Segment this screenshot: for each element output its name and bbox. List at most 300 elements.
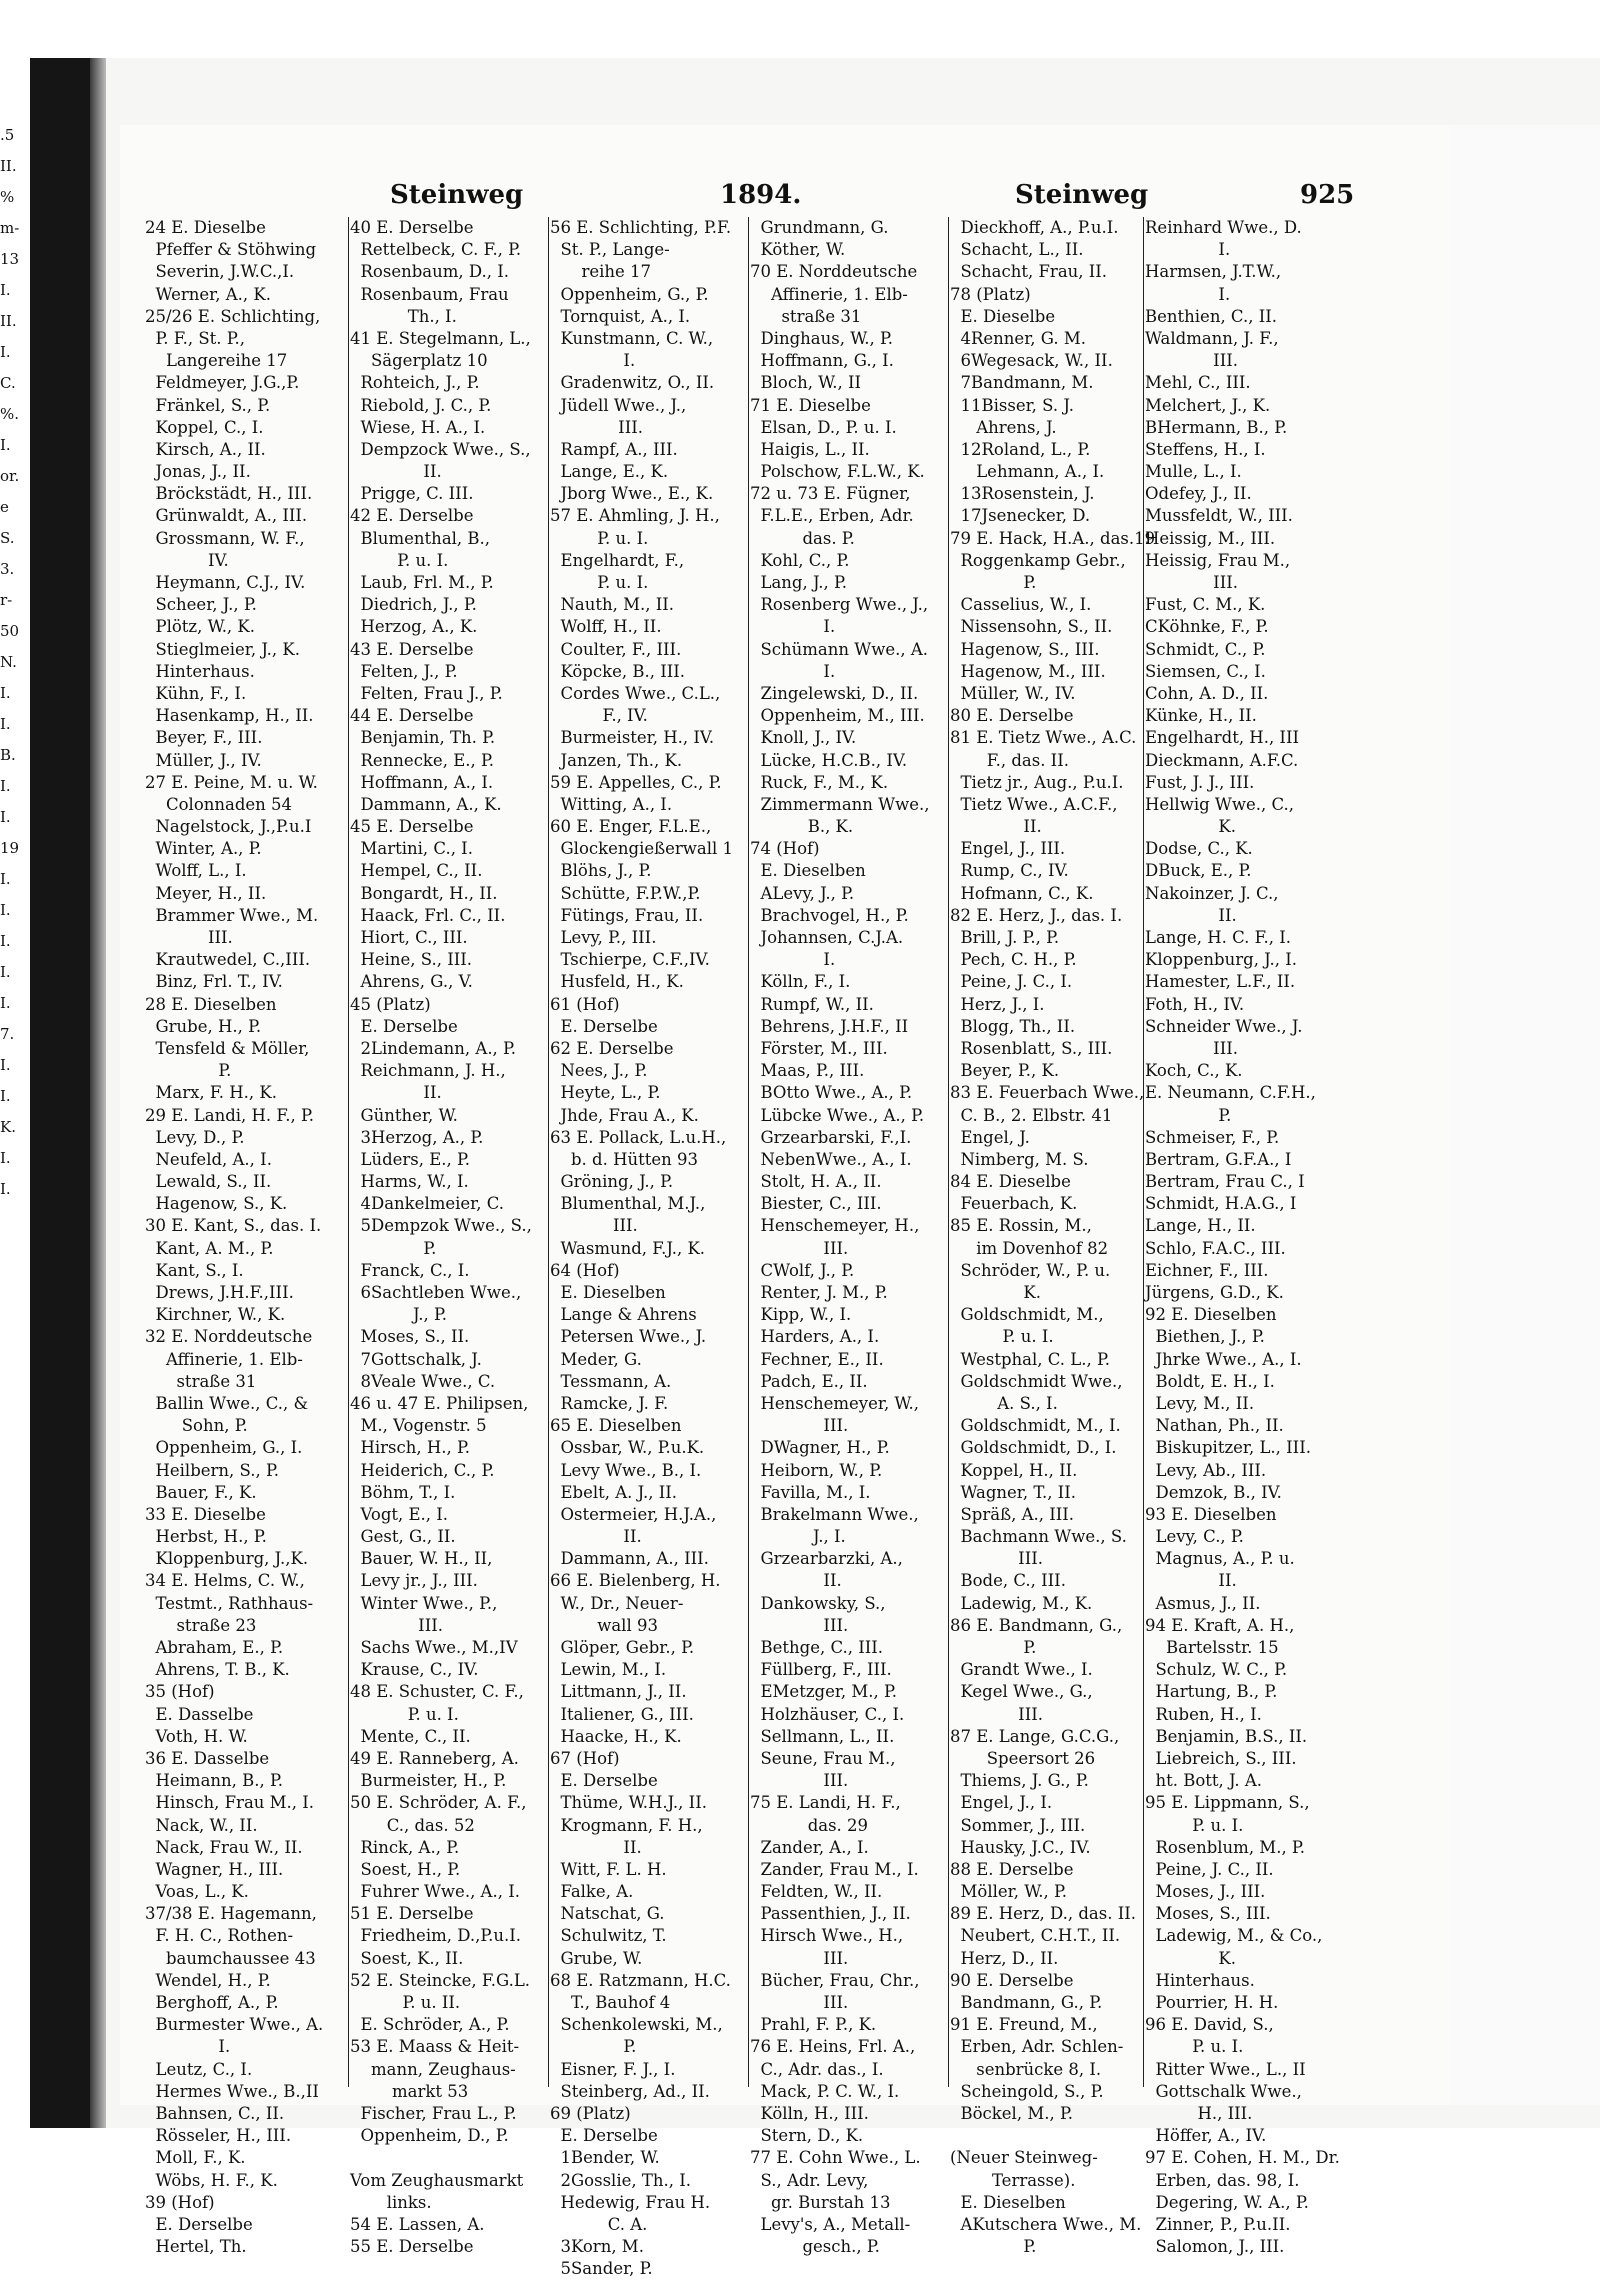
directory-line: III. [750,1416,849,1436]
directory-line: Schmeiser, F., P. [1145,1127,1280,1147]
directory-line: Thiems, J. G., P. [950,1771,1089,1791]
directory-line: Kloppenburg, J., I. [1145,950,1298,970]
directory-line: E. Schröder, A., P. [350,2015,510,2035]
directory-line: 33 E. Dieselbe [145,1504,266,1524]
directory-line: Hirsch Wwe., H., [750,1926,904,1946]
directory-line: Fechner, E., II. [750,1349,884,1369]
directory-line: straße 23 [145,1615,257,1635]
directory-line: 86 E. Bandmann, G., [950,1615,1123,1635]
directory-line: Ebelt, A. J., II. [550,1482,678,1502]
directory-line: 32 E. Norddeutsche [145,1327,313,1347]
directory-line: Lange, H., II. [1145,1216,1256,1236]
directory-line: 43 E. Derselbe [350,639,474,659]
directory-line: Affinerie, 1. Elb- [145,1349,303,1369]
directory-line: Hausky, J.C., IV. [950,1837,1091,1857]
directory-line: Rennecke, E., P. [350,750,494,770]
directory-line: Boldt, E. H., I. [1145,1371,1275,1391]
directory-line: Abraham, E., P. [145,1638,284,1657]
margin-fragment: %. [0,405,20,423]
directory-line: Jhde, Frau A., K. [550,1105,699,1125]
directory-line: Grube, W. [550,1948,643,1968]
directory-line: 92 E. Dieselben [1145,1305,1277,1325]
directory-line: 17Jsenecker, D. [950,506,1091,526]
directory-line: Ballin Wwe., C., & [145,1393,309,1413]
directory-line: Feuerbach, K. [950,1194,1078,1214]
directory-line: Fuhrer Wwe., A., I. [350,1882,520,1902]
directory-line: Benthien, C., II. [1145,306,1277,326]
directory-line: Rettelbeck, C. F., P. [350,240,522,260]
margin-fragment: % [0,188,15,206]
directory-line: 41 E. Stegelmann, L., [350,328,531,348]
directory-line: 55 E. Derselbe [350,2237,474,2257]
directory-line: Felten, Frau J., P. [350,683,503,703]
directory-line: Bertram, Frau C., I [1145,1172,1305,1192]
directory-line: Hermes Wwe., B.,II [145,2081,319,2101]
directory-line: Wolff, H., II. [550,617,662,637]
directory-line: P. u. I. [350,1704,459,1724]
directory-line: 54 E. Lassen, A. [350,2214,485,2234]
directory-line: Ostermeier, H.J.A., [550,1504,717,1524]
directory-line: Moses, S., III. [1145,1904,1271,1924]
directory-line: II. [950,817,1042,837]
directory-line: 5Dempzok Wwe., S., [350,1216,532,1236]
directory-line: Schulwitz, T. [550,1926,667,1946]
directory-line: 97 E. Cohen, H. M., Dr. [1145,2148,1340,2168]
directory-line: Goldschmidt, D., I. [950,1438,1117,1458]
directory-line: Blumenthal, M.J., [550,1194,706,1214]
directory-line: das. P. [750,528,855,548]
directory-line: Koch, C., K. [1145,1061,1243,1081]
directory-line: Binz, Frl. T., IV. [145,972,283,992]
directory-line: Krause, C., IV. [350,1660,479,1680]
directory-line: Dodse, C., K. [1145,839,1253,859]
directory-line: Passenthien, J., II. [750,1904,911,1924]
directory-line: Witting, A., I. [550,794,673,814]
directory-line: Hinterhaus. [1145,1970,1255,1990]
directory-line: 2Lindemann, A., P. [350,1038,517,1058]
directory-line: Meyer, H., II. [145,883,267,903]
directory-line: Oppenheim, M., III. [750,706,925,726]
directory-line: Bachmann Wwe., S. [950,1527,1127,1547]
directory-line: Nimberg, M. S. [950,1149,1089,1169]
directory-line: P. [1145,1105,1232,1125]
directory-line: 90 E. Derselbe [950,1970,1074,1990]
margin-fragment: I. [0,994,11,1012]
directory-line: Seune, Frau M., [750,1748,896,1768]
directory-line: B., K. [750,817,854,837]
margin-fragment: I. [0,808,11,826]
directory-line: Oppenheim, D., P. [350,2126,509,2146]
margin-fragment: B. [0,746,16,764]
directory-line: Hiort, C., III. [350,928,468,947]
directory-line: 24 E. Dieselbe [145,218,266,237]
directory-line: Voth, H. W. [145,1726,248,1746]
directory-line: Ruben, H., I. [1145,1704,1262,1724]
directory-line: P. [950,1638,1037,1657]
directory-line: Levy's, A., Metall- [750,2214,911,2234]
directory-line: Schacht, L., II. [950,240,1084,260]
directory-line: Grünwaldt, A., III. [145,506,308,526]
book-binding-edge [30,58,90,2128]
directory-line: 59 E. Appelles, C., P. [550,772,722,792]
directory-line: C., das. 52 [350,1815,475,1835]
directory-line: Vom Zeughausmarkt [350,2170,524,2190]
directory-line: Jüdell Wwe., J., [550,395,687,415]
directory-line: 81 E. Tietz Wwe., A.C. [950,728,1137,748]
directory-line: 6Wegesack, W., II. [950,351,1113,371]
directory-line: III. [950,1704,1043,1724]
directory-line: Blumenthal, B., [350,528,491,548]
directory-line: Hofmann, C., K. [950,883,1094,903]
directory-line: P. [950,573,1037,592]
margin-fragment: e [0,498,9,516]
directory-line: 34 E. Helms, C. W., [145,1571,305,1591]
directory-line: Coulter, F., III. [550,639,682,659]
directory-line: Thüme, W.H.J., II. [550,1793,707,1813]
directory-line: II. [350,462,442,482]
directory-line: E. Dieselbe [950,306,1056,326]
directory-line: 2Gosslie, Th., I. [550,2170,691,2190]
directory-line: Rohteich, J., P. [350,373,480,393]
directory-line: 65 E. Dieselben [550,1416,682,1436]
directory-line: Ahrens, G., V. [350,972,473,992]
directory-line: Polschow, F.L.W., K. [750,462,925,482]
directory-line: III. [750,1993,849,2012]
directory-line: reihe 17 [550,262,652,282]
directory-line: M., Vogenstr. 5 [350,1416,487,1436]
directory-line: Rump, C., IV. [950,861,1069,881]
directory-line: IV. [145,550,229,570]
directory-line: 7Bandmann, M. [950,373,1094,393]
margin-fragment: I. [0,1056,11,1074]
directory-line: Moses, S., II. [350,1327,470,1347]
directory-line: Steinberg, Ad., II. [550,2081,710,2101]
directory-line: 1Bender, W. [550,2148,660,2168]
directory-line: Rosenberg Wwe., J., [750,595,929,615]
directory-line: I. [750,617,836,637]
directory-line: Langereihe 17 [145,351,288,371]
directory-line: Westphal, C. L., P. [950,1349,1110,1369]
directory-line: ht. Bott, J. A. [1145,1771,1263,1791]
directory-line: Goldschmidt, M., I. [950,1416,1121,1436]
directory-line: Bode, C., III. [950,1571,1066,1591]
directory-line: Schacht, Frau, II. [950,262,1108,282]
directory-line: 11Bisser, S. J. [950,395,1074,415]
margin-fragment: 50 [0,622,20,640]
directory-line: Levy jr., J., III. [350,1571,478,1591]
directory-line: Hirsch, H., P. [350,1438,470,1458]
directory-line: Henschemeyer, H., [750,1216,920,1236]
directory-line: K. [1145,1948,1236,1968]
directory-line: Felten, J., P. [350,661,458,681]
margin-fragment: r- [0,591,13,609]
directory-line: BOtto Wwe., A., P. [750,1083,913,1103]
directory-line: 80 E. Derselbe [950,706,1074,726]
directory-line: P. [950,2237,1037,2257]
directory-line: Sohn, P. [145,1416,248,1436]
directory-line: Winter Wwe., P., [350,1593,498,1613]
directory-line: Kohl, C., P. [750,550,850,570]
directory-line: Prahl, F. P., K. [750,2015,877,2035]
directory-line: H., III. [1145,2103,1253,2123]
directory-line: Rosenbaum, D., I. [350,262,510,282]
margin-fragment: 13 [0,250,20,268]
directory-line: Künke, H., II. [1145,706,1257,726]
directory-line: Zimmermann Wwe., [750,794,930,814]
directory-line: III. [950,1549,1043,1569]
directory-line: Kloppenburg, J.,K. [145,1549,309,1569]
directory-line: 72 u. 73 E. Fügner, [750,484,911,504]
directory-line: Oppenheim, G., P. [550,284,709,304]
directory-line: Husfeld, H., K. [550,972,684,992]
directory-line: b. d. Hütten 93 [550,1149,698,1169]
directory-line: III. [750,1948,849,1968]
directory-line: Kölln, F., I. [750,972,851,992]
directory-line: Asmus, J., II. [1145,1593,1261,1613]
margin-fragment: S. [0,529,15,547]
margin-fragment: m- [0,219,20,237]
directory-line: Lücke, H.C.B., IV. [750,750,908,770]
directory-line: Dankowsky, S., [750,1593,886,1613]
directory-line: Wiese, H. A., I. [350,417,486,437]
directory-line: 91 E. Freund, M., [950,2015,1098,2035]
directory-line: Eichner, F., III. [1145,1260,1269,1280]
margin-fragment: I. [0,777,11,795]
directory-line: Kant, S., I. [145,1260,244,1280]
directory-line: Biester, C., III. [750,1194,882,1214]
directory-line: Goldschmidt, M., [950,1305,1104,1325]
directory-line: Roggenkamp Gebr., [950,550,1126,570]
directory-line: Henschemeyer, W., [750,1393,919,1413]
directory-line: Littmann, J., II. [550,1682,687,1702]
directory-line: 77 E. Cohn Wwe., L. [750,2148,921,2168]
directory-line: Drews, J.H.F.,III. [145,1283,294,1302]
directory-line: EMetzger, M., P. [750,1682,898,1702]
directory-line: 82 E. Herz, J., das. I. [950,905,1123,925]
directory-line: Heimann, B., P. [145,1771,284,1791]
directory-column-2 [350,217,545,2257]
directory-line: Schneider Wwe., J. [1145,1016,1303,1036]
directory-line: im Dovenhof 82 [950,1238,1109,1258]
directory-line: Speersort 26 [950,1748,1096,1768]
directory-line: Benjamin, Th. P. [350,728,496,748]
directory-line: straße 31 [145,1371,257,1391]
directory-line: AKutschera Wwe., M. [950,2214,1142,2234]
directory-line: Zander, A., I. [750,1837,869,1857]
directory-line: das. 29 [750,1815,869,1835]
directory-line: Peine, J. C., II. [1145,1859,1274,1879]
directory-line: Neubert, C.H.T., II. [950,1926,1121,1946]
directory-line: 94 E. Kraft, A. H., [1145,1615,1295,1635]
directory-line: Wolff, L., I. [145,861,247,881]
directory-line: Severin, J.W.C.,I. [145,262,295,282]
directory-line: Levy Wwe., B., I. [550,1460,702,1480]
directory-line: Biethen, J., P. [1145,1327,1265,1347]
directory-line: Lüders, E., P. [350,1149,471,1169]
directory-line: Affinerie, 1. Elb- [750,284,908,304]
directory-line: Neufeld, A., I. [145,1149,272,1169]
directory-line: Köther, W. [750,240,846,260]
margin-fragment: K. [0,1118,16,1136]
directory-line: 28 E. Dieselben [145,994,277,1014]
directory-line: Stolt, H. A., II. [750,1172,882,1192]
directory-line: Kunstmann, C. W., [550,328,714,348]
directory-line: C. B., 2. Elbstr. 41 [950,1105,1113,1125]
directory-line: Bücher, Frau, Chr., [750,1970,920,1990]
directory-line: Koppel, H., II. [950,1460,1078,1480]
directory-line: Odefey, J., II. [1145,484,1252,504]
directory-line: Bahnsen, C., II. [145,2103,285,2123]
directory-line: Melchert, J., K. [1145,395,1271,415]
directory-line: Magnus, A., P. u. [1145,1549,1295,1569]
directory-line: Bröckstädt, H., III. [145,484,313,504]
directory-line: Haack, Frl. C., II. [350,905,506,925]
directory-line: P. u. II. [350,1993,461,2012]
directory-line: II. [550,1837,642,1857]
directory-line: C. A. [550,2214,648,2234]
directory-line: E. Dieselben [950,2192,1066,2212]
directory-line: Tessmann, A. [550,1371,672,1391]
directory-line: I. [1145,240,1231,260]
directory-line: Bertram, G.F.A., I [1145,1149,1292,1169]
directory-line: Liebreich, S., III. [1145,1748,1297,1768]
directory-line: Burmester Wwe., A. [145,2015,324,2035]
directory-line: Grandt Wwe., I. [950,1660,1093,1680]
directory-line: 3Korn, M. [550,2237,644,2257]
directory-line: Hagenow, S., III. [950,639,1100,659]
directory-line: DWagner, H., P. [750,1438,890,1458]
directory-line: Schümann Wwe., A. [750,639,929,659]
directory-line: Marx, F. H., K. [145,1083,277,1103]
header-page-number: 925 [1300,180,1355,210]
directory-line: Th., I. [350,306,457,326]
directory-line: gesch., P. [750,2237,880,2257]
directory-line: 64 (Hof) [550,1260,620,1280]
directory-line: Hempel, C., II. [350,861,483,881]
directory-line: Höffer, A., IV. [1145,2126,1267,2146]
directory-line: Pech, C. H., P. [950,950,1077,970]
directory-line: E. Derselbe [350,1016,458,1036]
directory-line: Behrens, J.H.F., II [750,1016,909,1036]
directory-line: Renter, J. M., P. [750,1283,888,1302]
directory-line: II. [550,1527,642,1547]
margin-fragment: I. [0,684,11,702]
directory-line: 57 E. Ahmling, J. H., [550,506,720,526]
margin-fragment: I. [0,1087,11,1105]
directory-line: E. Dieselben [550,1283,666,1302]
directory-line: Ritter Wwe., L., II [1145,2059,1306,2079]
directory-line: Gottschalk Wwe., [1145,2081,1302,2101]
directory-line: Prigge, C. III. [350,484,474,504]
directory-line: 7Gottschalk, J. [350,1349,482,1369]
directory-line: III. [350,1615,443,1635]
directory-line: Brachvogel, H., P. [750,905,909,925]
directory-line: 87 E. Lange, G.C.G., [950,1726,1120,1746]
directory-line: Friedheim, D.,P.u.I. [350,1926,522,1946]
directory-line: Schenkolewski, M., [550,2015,723,2035]
directory-line: Nakoinzer, J. C., [1145,883,1279,903]
directory-line: Tietz jr., Aug., P.u.I. [950,772,1124,792]
directory-line: 69 (Platz) [550,2103,631,2123]
directory-line: Berghoff, A., P. [145,1993,279,2012]
directory-line: Waldmann, J. F., [1145,328,1279,348]
directory-line: Sägerplatz 10 [350,351,488,371]
directory-line: Werner, A., K. [145,284,271,304]
directory-line: Schlo, F.A.C., III. [1145,1238,1286,1258]
directory-line: Ladewig, M., K. [950,1593,1093,1613]
directory-line: Pourrier, H. H. [1145,1993,1279,2012]
directory-line: 71 E. Dieselbe [750,395,871,415]
directory-line: Heiderich, C., P. [350,1460,495,1480]
directory-line: III. [1145,1038,1238,1058]
directory-line: Falke, A. [550,1882,634,1902]
directory-line: Meder, G. [550,1349,642,1369]
directory-line: Martini, C., I. [350,839,473,859]
directory-line: Stieglmeier, J., K. [145,639,300,659]
directory-line: Ossbar, W., P.u.K. [550,1438,705,1458]
directory-line: Heymann, C.J., IV. [145,573,306,592]
directory-line: senbrücke 8, I. [950,2059,1102,2079]
directory-line: Rumpf, W., II. [750,994,874,1014]
directory-line: Mulle, L., I. [1145,462,1242,482]
directory-line: P. [350,1238,437,1258]
directory-line: 89 E. Herz, D., das. II. [950,1904,1137,1924]
directory-line: 52 E. Steincke, F.G.L. [350,1970,531,1990]
margin-fragment: I. [0,1180,11,1198]
directory-line: Biskupitzer, L., III. [1145,1438,1311,1458]
margin-fragment: .5 [0,126,15,144]
directory-line: Lewin, M., I. [550,1660,667,1680]
directory-line: Franck, C., I. [350,1260,470,1280]
directory-line: Fütings, Frau, II. [550,905,704,925]
directory-line: P. u. I. [1145,1815,1244,1835]
directory-line: 39 (Hof) [145,2192,215,2212]
header-street-right: Steinweg [1015,180,1149,210]
directory-line: II. [1145,905,1237,925]
directory-line: 37/38 E. Hagemann, [145,1904,317,1924]
directory-line: Lang, J., P. [750,573,848,592]
directory-line: Heyte, L., P. [550,1083,661,1103]
directory-line: Blogg, Th., II. [950,1016,1076,1036]
directory-line: 53 E. Maass & Heit- [350,2037,520,2057]
directory-line: Erben, das. 98, I. [1145,2170,1300,2190]
directory-line: Kegel Wwe., G., [950,1682,1093,1702]
directory-line: Rosenblatt, S., III. [950,1038,1113,1058]
directory-line: Demzok, B., IV. [1145,1482,1282,1502]
directory-line: Herzog, A., K. [350,617,478,637]
directory-line: Voas, L., K. [145,1882,249,1902]
directory-line: Zinner, P., P.u.II. [1145,2214,1291,2234]
directory-line: Goldschmidt Wwe., [950,1371,1123,1391]
directory-line: Engel, J., I. [950,1793,1053,1813]
directory-line: Bartelsstr. 15 [1145,1638,1279,1657]
directory-line: Stern, D., K. [750,2126,864,2146]
directory-line: Scheer, J., P. [145,595,257,615]
directory-line: Mack, P. C. W., I. [750,2081,900,2101]
directory-line: E. Derselbe [145,2214,253,2234]
directory-line: Engelhardt, F., [550,550,685,570]
directory-line: 25/26 E. Schlichting, [145,306,321,326]
directory-line: Riebold, J. C., P. [350,395,492,415]
directory-line: Degering, W. A., P. [1145,2192,1309,2212]
directory-line: Kipp, W., I. [750,1305,852,1325]
directory-line: Colonnaden 54 [145,794,293,814]
directory-line: 4Renner, G. M. [950,328,1086,348]
directory-line: Scheingold, S., P. [950,2081,1104,2101]
directory-line: NebenWwe., A., I. [750,1149,912,1169]
directory-line: III. [750,1615,849,1635]
directory-line: Mussfeldt, W., III. [1145,506,1293,526]
